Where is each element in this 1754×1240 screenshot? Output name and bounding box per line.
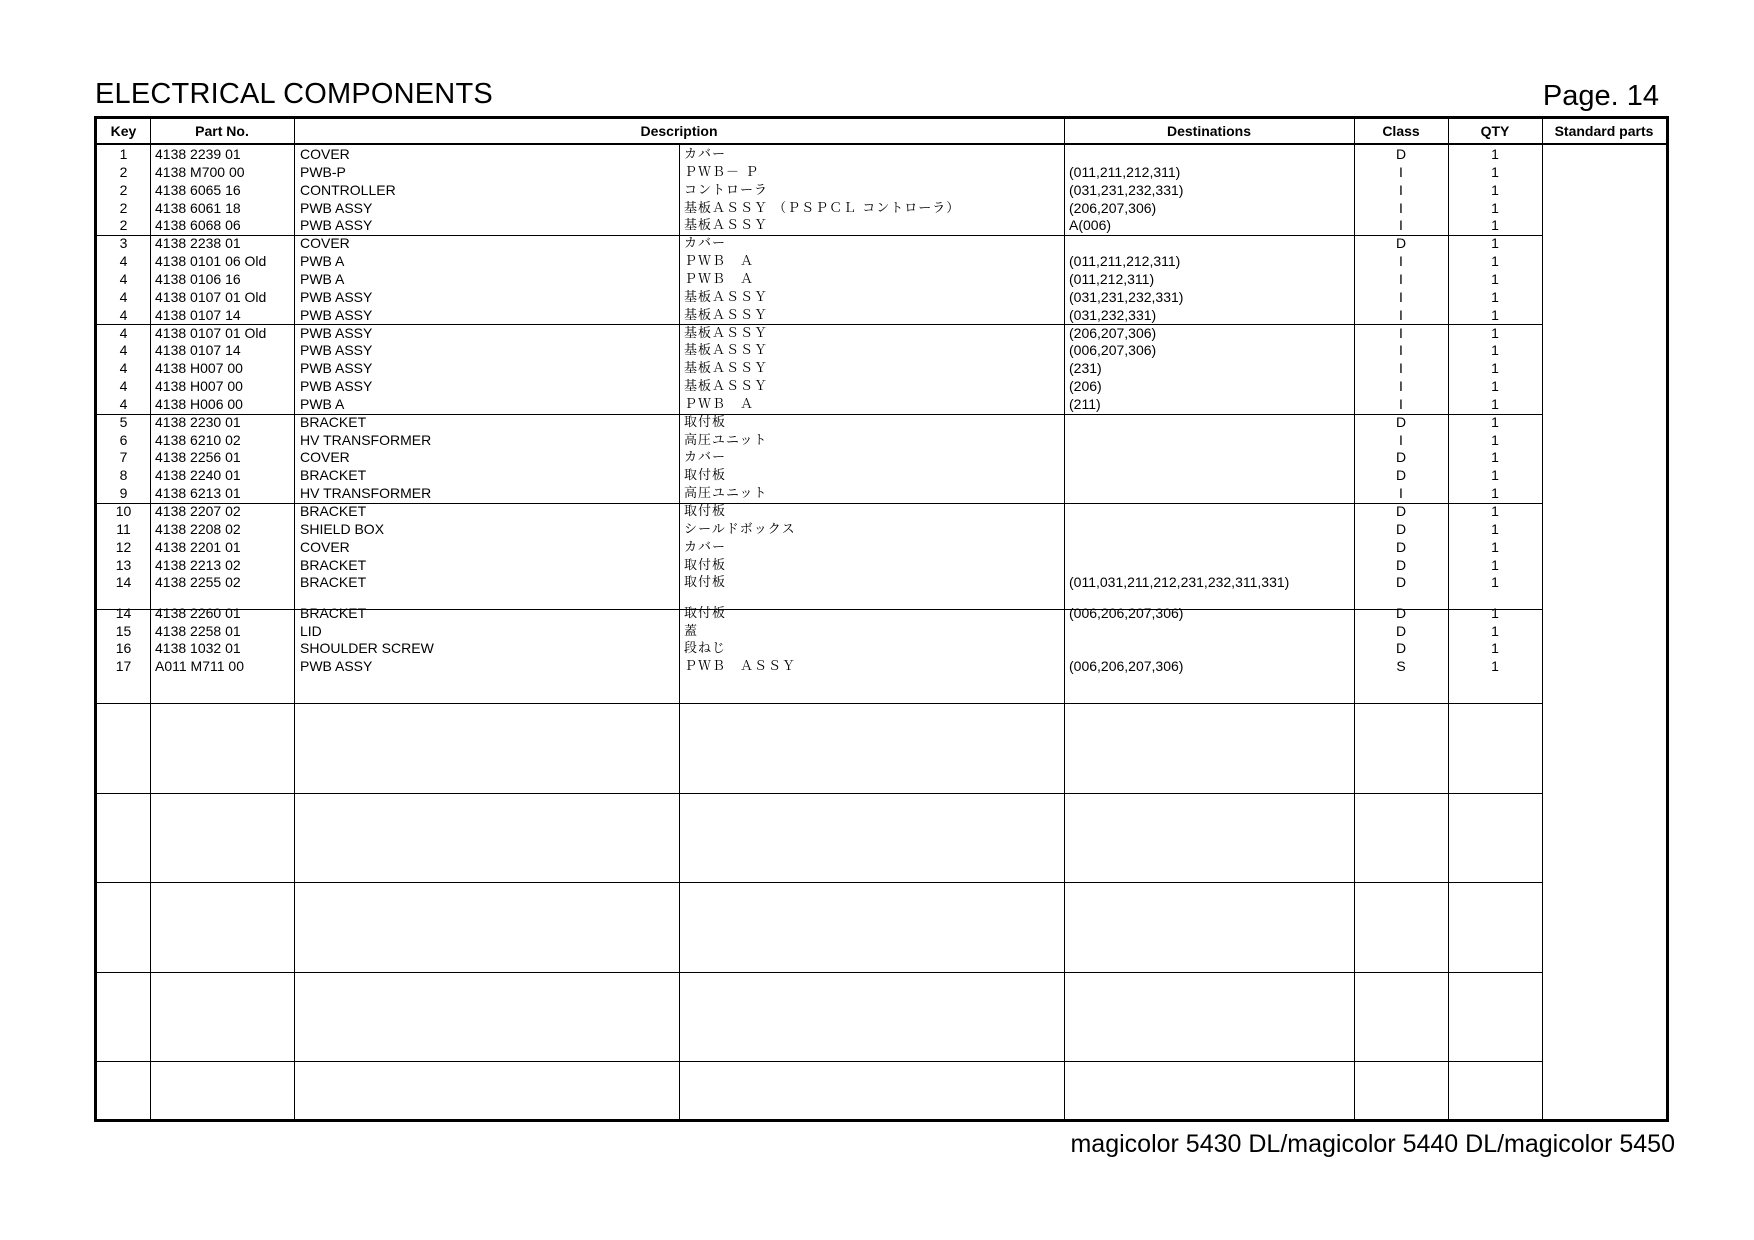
cell-qty: 1 [1491, 342, 1499, 359]
cell-key: 1 [119, 146, 128, 162]
cell-description-en: BRACKET [300, 503, 367, 519]
cell-destinations: (031,231,232,331) [1069, 288, 1184, 305]
cell-description-jp: ＰＷＢ－ Ｐ [684, 164, 760, 180]
cell-key: 14 [115, 574, 132, 591]
cell-qty: 1 [1491, 360, 1499, 377]
cell-class: I [1399, 378, 1403, 395]
cell-qty: 1 [1491, 503, 1499, 519]
cell-description-jp: コントローラ [684, 182, 769, 198]
col-header-description: Description [640, 123, 718, 139]
cell-destinations: (031,231,232,331) [1069, 181, 1184, 198]
cell-part-no: 4138 6213 01 [155, 485, 241, 502]
cell-key: 4 [119, 288, 128, 305]
group-divider [97, 882, 1542, 883]
group-divider [97, 793, 1542, 794]
cell-class: I [1399, 288, 1403, 305]
cell-description-en: COVER [300, 449, 350, 466]
cell-description-en: PWB A [300, 395, 345, 412]
cell-key: 4 [119, 360, 128, 377]
col-divider [1542, 119, 1543, 1119]
cell-description-en: SHOULDER SCREW [300, 640, 434, 657]
cell-key: 3 [119, 235, 128, 252]
cell-class: D [1395, 574, 1407, 591]
cell-description-jp: カバー [684, 147, 727, 162]
cell-description-en: PWB ASSY [300, 324, 373, 341]
cell-part-no: 4138 2260 01 [155, 604, 241, 621]
col-header-part-no: Part No. [195, 123, 249, 139]
cell-part-no: 4138 6065 16 [155, 181, 241, 198]
cell-description-jp: 高圧ユニット [684, 432, 768, 448]
cell-description-jp: 取付板 [684, 575, 727, 591]
cell-part-no: 4138 2240 01 [155, 467, 241, 484]
cell-class: I [1399, 181, 1403, 198]
cell-description-jp: 取付板 [684, 504, 727, 519]
cell-key: 15 [115, 622, 132, 639]
cell-part-no: 4138 0101 06 Old [155, 253, 267, 270]
page-title: ELECTRICAL COMPONENTS [95, 78, 493, 110]
cell-key: 14 [115, 604, 132, 621]
cell-key: 10 [115, 503, 132, 519]
cell-description-jp: カバー [684, 450, 727, 466]
cell-qty: 1 [1491, 467, 1499, 484]
cell-part-no: 4138 0107 14 [155, 306, 241, 323]
cell-key: 4 [119, 378, 128, 395]
cell-description-en: PWB-P [300, 163, 346, 180]
cell-key: 5 [119, 413, 128, 430]
cell-key: 4 [119, 306, 128, 323]
cell-description-en: PWB A [300, 270, 345, 287]
cell-class: I [1399, 163, 1403, 180]
cell-class: I [1399, 217, 1403, 234]
cell-class: D [1395, 503, 1407, 519]
cell-destinations: (011,212,311) [1069, 270, 1155, 287]
cell-qty: 1 [1491, 163, 1499, 180]
cell-description-jp: 基板ＡＳＳＹ [684, 361, 769, 377]
col-header-standard-parts: Standard parts [1554, 123, 1654, 139]
cell-description-en: PWB ASSY [300, 342, 373, 359]
cell-class: D [1395, 640, 1407, 657]
cell-part-no: A011 M711 00 [155, 658, 244, 675]
cell-class: I [1399, 253, 1403, 270]
model-footer: magicolor 5430 DL/magicolor 5440 DL/magicolor 5450 [1070, 1130, 1675, 1158]
cell-part-no: 4138 6068 06 [155, 217, 241, 234]
cell-part-no: 4138 2230 01 [155, 413, 241, 430]
cell-key: 11 [116, 520, 131, 537]
cell-key: 4 [119, 342, 128, 359]
cell-description-en: HV TRANSFORMER [300, 485, 432, 502]
cell-description-en: PWB ASSY [300, 306, 373, 323]
cell-destinations: (011,211,212,311) [1069, 163, 1181, 180]
cell-class: I [1399, 360, 1403, 377]
cell-qty: 1 [1491, 658, 1499, 675]
cell-destinations: (006,207,306) [1069, 342, 1157, 359]
cell-destinations: (031,232,331) [1069, 306, 1157, 323]
cell-qty: 1 [1491, 556, 1499, 573]
cell-key: 4 [119, 270, 128, 287]
cell-part-no: 4138 1032 01 [155, 640, 241, 657]
cell-description-en: BRACKET [300, 413, 367, 430]
cell-key: 4 [119, 324, 128, 341]
cell-description-jp: ＰＷＢ Ａ [684, 271, 755, 287]
cell-part-no: 4138 2238 01 [155, 235, 241, 252]
cell-description-en: PWB ASSY [300, 217, 373, 234]
cell-class: D [1395, 413, 1407, 430]
cell-class: I [1399, 431, 1403, 448]
cell-part-no: 4138 2258 01 [155, 622, 241, 639]
cell-qty: 1 [1491, 431, 1499, 448]
cell-destinations: (231) [1069, 360, 1102, 377]
cell-qty: 1 [1491, 520, 1499, 537]
cell-key: 6 [119, 431, 128, 448]
cell-destinations: (006,206,207,306) [1069, 658, 1184, 675]
cell-part-no: 4138 2207 02 [155, 503, 241, 519]
cell-description-jp: 取付板 [684, 557, 727, 573]
cell-qty: 1 [1491, 217, 1499, 234]
cell-description-jp: 取付板 [684, 414, 727, 430]
cell-qty: 1 [1491, 288, 1499, 305]
cell-key: 9 [119, 485, 128, 502]
cell-class: D [1395, 449, 1407, 466]
cell-description-en: PWB ASSY [300, 288, 373, 305]
cell-description-en: PWB ASSY [300, 360, 373, 377]
cell-description-jp: 高圧ユニット [684, 486, 768, 502]
cell-part-no: 4138 6210 02 [155, 431, 241, 448]
group-divider [97, 1061, 1542, 1062]
cell-part-no: 4138 0107 01 Old [155, 324, 267, 341]
cell-destinations: (206,207,306) [1069, 324, 1157, 341]
cell-destinations: (011,211,212,311) [1069, 253, 1181, 270]
cell-key: 2 [119, 217, 128, 234]
cell-part-no: 4138 H007 00 [155, 378, 243, 395]
col-divider [294, 119, 295, 1119]
cell-class: I [1399, 306, 1403, 323]
cell-key: 16 [115, 640, 132, 657]
cell-part-no: 4138 2208 02 [155, 520, 241, 537]
cell-class: I [1399, 342, 1403, 359]
cell-description-en: COVER [300, 146, 350, 162]
cell-qty: 1 [1491, 604, 1499, 621]
cell-qty: 1 [1491, 235, 1499, 252]
cell-description-en: BRACKET [300, 556, 367, 573]
cell-part-no: 4138 2255 02 [155, 574, 241, 591]
cell-destinations: (206,207,306) [1069, 199, 1157, 216]
cell-description-jp: ＰＷＢ Ａ [684, 396, 755, 412]
cell-class: D [1395, 622, 1407, 639]
cell-description-jp: 段ねじ [684, 641, 727, 657]
cell-destinations: (006,206,207,306) [1069, 604, 1184, 621]
cell-part-no: 4138 0107 01 Old [155, 288, 267, 305]
cell-key: 12 [115, 538, 132, 555]
cell-destinations: A(006) [1069, 217, 1112, 234]
cell-description-en: CONTROLLER [300, 181, 396, 198]
cell-class: I [1399, 324, 1403, 341]
cell-description-jp: 基板ＡＳＳＹ [684, 343, 769, 359]
cell-qty: 1 [1491, 146, 1499, 162]
cell-qty: 1 [1491, 306, 1499, 323]
cell-qty: 1 [1491, 253, 1499, 270]
cell-description-jp: 取付板 [684, 468, 727, 484]
cell-description-en: BRACKET [300, 604, 367, 621]
cell-description-jp: 基板ＡＳＳＹ [684, 379, 769, 395]
cell-class: D [1395, 556, 1407, 573]
cell-part-no: 4138 2239 01 [155, 146, 241, 162]
cell-class: D [1395, 467, 1407, 484]
cell-key: 13 [115, 556, 132, 573]
col-header-qty: QTY [1480, 123, 1510, 139]
cell-qty: 1 [1491, 449, 1499, 466]
cell-qty: 1 [1491, 395, 1499, 412]
col-divider [1064, 119, 1065, 1119]
cell-description-jp: カバー [684, 236, 727, 252]
cell-description-en: BRACKET [300, 467, 367, 484]
cell-key: 2 [119, 181, 128, 198]
cell-qty: 1 [1491, 378, 1499, 395]
cell-description-jp: ＰＷＢ Ａ [684, 254, 755, 270]
cell-description-en: LID [300, 622, 322, 639]
cell-destinations: (206) [1069, 378, 1102, 395]
cell-qty: 1 [1491, 640, 1499, 657]
cell-qty: 1 [1491, 181, 1499, 198]
cell-description-jp: カバー [684, 539, 727, 555]
cell-description-jp: 基板ＡＳＳＹ （ＰＳＰＣＬ コントローラ） [684, 200, 961, 216]
cell-part-no: 4138 6061 18 [155, 199, 241, 216]
cell-key: 2 [119, 163, 128, 180]
header-divider [97, 143, 1666, 145]
cell-class: D [1395, 146, 1407, 162]
cell-description-jp: 基板ＡＳＳＹ [684, 289, 769, 305]
cell-qty: 1 [1491, 324, 1499, 341]
parts-table [94, 116, 1669, 1122]
group-divider [97, 972, 1542, 973]
cell-key: 2 [119, 199, 128, 216]
cell-description-jp: ＰＷＢ ＡＳＳＹ [684, 659, 797, 675]
cell-description-en: PWB ASSY [300, 199, 373, 216]
cell-description-jp: 基板ＡＳＳＹ [684, 325, 769, 341]
cell-class: I [1399, 395, 1403, 412]
cell-part-no: 4138 2213 02 [155, 556, 241, 573]
cell-qty: 1 [1491, 270, 1499, 287]
cell-description-jp: 基板ＡＳＳＹ [684, 307, 769, 323]
cell-class: I [1399, 270, 1403, 287]
cell-key: 17 [115, 658, 132, 675]
cell-description-jp: 取付板 [684, 605, 727, 621]
group-divider [97, 703, 1542, 704]
cell-class: I [1399, 199, 1403, 216]
cell-part-no: 4138 M700 00 [155, 163, 245, 180]
cell-destinations: (011,031,211,212,231,232,311,331) [1069, 574, 1290, 591]
col-header-class: Class [1382, 123, 1420, 139]
cell-description-en: COVER [300, 235, 350, 252]
cell-qty: 1 [1491, 538, 1499, 555]
cell-part-no: 4138 0107 14 [155, 342, 241, 359]
cell-key: 7 [119, 449, 128, 466]
page-number: Page. 14 [1542, 80, 1659, 112]
cell-part-no: 4138 H007 00 [155, 360, 243, 377]
cell-description-jp: シールドボックス [684, 521, 796, 537]
cell-qty: 1 [1491, 574, 1499, 591]
cell-description-en: PWB ASSY [300, 378, 373, 395]
cell-description-en: PWB ASSY [300, 658, 373, 675]
cell-qty: 1 [1491, 485, 1499, 502]
cell-description-en: BRACKET [300, 574, 367, 591]
cell-qty: 1 [1491, 413, 1499, 430]
col-divider [150, 119, 151, 1119]
cell-qty: 1 [1491, 622, 1499, 639]
cell-part-no: 4138 0106 16 [155, 270, 241, 287]
cell-class: S [1396, 658, 1406, 675]
cell-description-en: COVER [300, 538, 350, 555]
cell-class: D [1395, 604, 1407, 621]
cell-class: D [1395, 235, 1407, 252]
cell-class: I [1399, 485, 1403, 502]
cell-description-en: SHIELD BOX [300, 520, 385, 537]
cell-key: 4 [119, 253, 128, 270]
cell-class: D [1395, 538, 1407, 555]
cell-key: 8 [119, 467, 128, 484]
col-header-destinations: Destinations [1166, 123, 1251, 139]
cell-destinations: (211) [1069, 395, 1101, 412]
cell-key: 4 [119, 395, 128, 412]
cell-description-en: HV TRANSFORMER [300, 431, 432, 448]
cell-part-no: 4138 2201 01 [155, 538, 241, 555]
cell-description-jp: 蓋 [684, 623, 699, 639]
cell-qty: 1 [1491, 199, 1499, 216]
col-header-key: Key [110, 123, 137, 139]
cell-part-no: 4138 H006 00 [155, 395, 243, 412]
cell-class: D [1395, 520, 1407, 537]
cell-description-jp: 基板ＡＳＳＹ [684, 218, 769, 234]
cell-description-en: PWB A [300, 253, 345, 270]
cell-part-no: 4138 2256 01 [155, 449, 241, 466]
